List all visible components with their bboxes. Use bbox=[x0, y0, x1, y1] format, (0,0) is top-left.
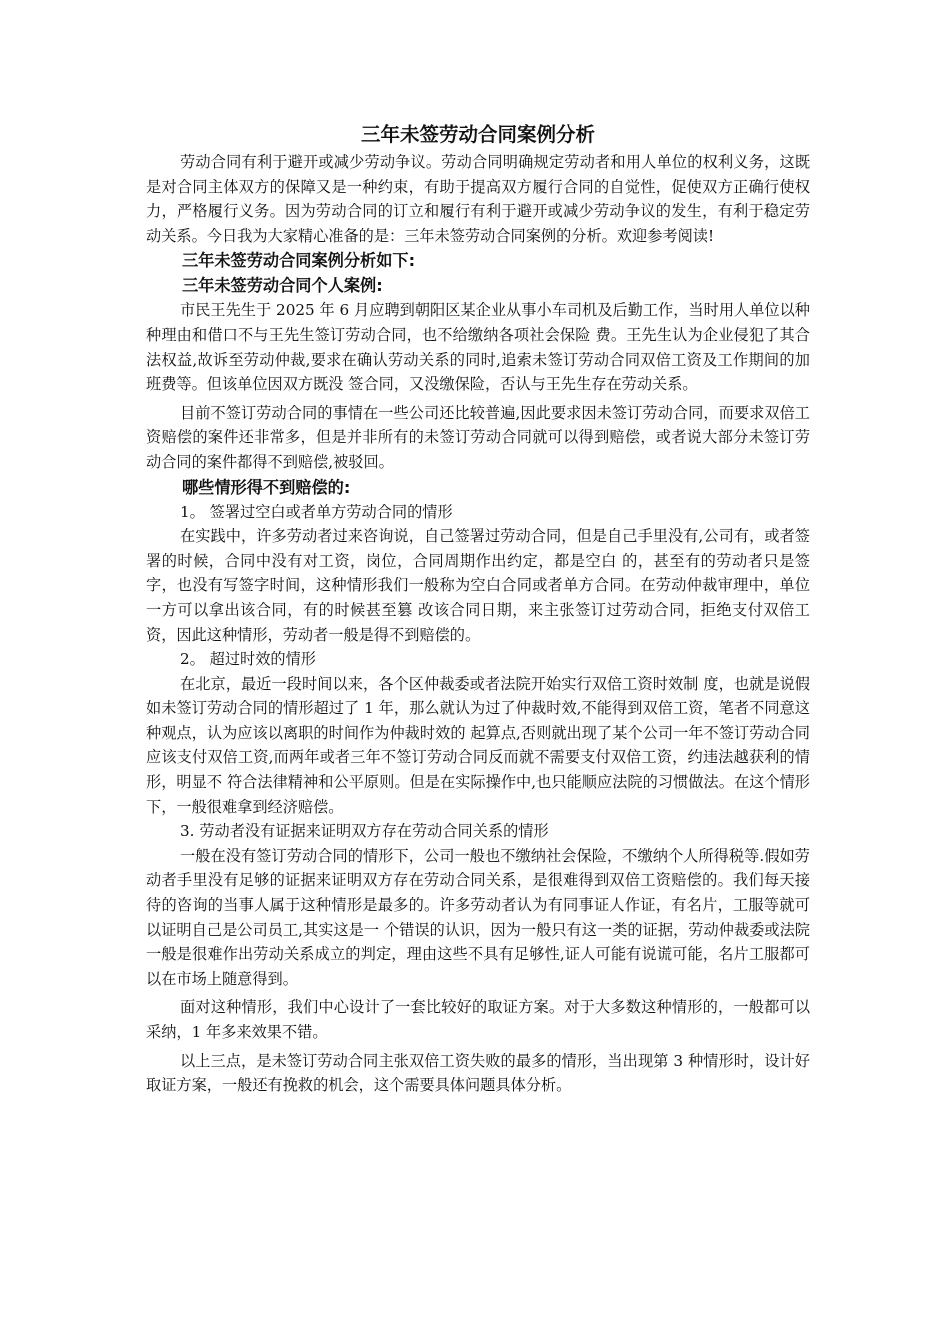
item-3-title: 3. 劳动者没有证据来证明双方存在劳动合同关系的情形 bbox=[180, 822, 549, 841]
document-title: 三年未签劳动合同案例分析 bbox=[360, 123, 595, 146]
section-heading-case: 三年未签劳动合同个人案例: bbox=[182, 276, 383, 296]
item-2-body: 在北京，最近一段时间以来，各个区仲裁委或者法院开始实行双倍工资时效制 度，也就是说假如未签订劳动合同的情形超过了 1 年，那么就认为过了仲裁时效,不能得到双倍工资，笔者不同意这种观点，认为应该以离职的时间作为仲裁时效的 起算点,否则就出现了某个公司一年不签订劳动合同应该支付双倍工资,而两年或者三年不签订劳动合同反而就不需要支付双倍工资，约违法越获利的情形，明显不 符合法律精神和公平原则。但是在实际操作中,也只能顺应法院的习惯做法。在这个情形下，一般很难拿到经济赔偿。 bbox=[146, 674, 810, 816]
closing-paragraph-1: 面对这种情形，我们中心设计了一套比较好的取证方案。对于大多数这种情形的，一般都可以采纳，1 年多来效果不错。 bbox=[146, 998, 810, 1041]
item-3-body: 一般在没有签订劳动合同的情形下，公司一般也不缴纳社会保险，不缴纳个人所得税等.假如劳动者手里没有足够的证据来证明双方存在劳动合同关系，是很难得到双倍工资赔偿的。我们每天接待的咨询的当事人属于这种情形是最多的。许多劳动者认为有同事证人作证，有名片，工服等就可以证明自己是公司员工,其实这是一 个错误的认识，因为一般只有这一类的证据，劳动仲裁委或法院一般是很难作出劳动关系成立的判定，理由这些不具有足够性,证人可能有说谎可能，名片工服都可 以在市场上随意得到。 bbox=[146, 846, 810, 988]
item-1-title: 1。 签署过空白或者单方劳动合同的情形 bbox=[180, 502, 453, 521]
section-heading-no-compensation: 哪些情形得不到赔偿的: bbox=[182, 477, 351, 497]
case-paragraph-2: 目前不签订劳动合同的事情在一些公司还比较普遍,因此要求因未签订劳动合同，而要求双倍工资赔偿的案件还非常多，但是并非所有的未签订劳动合同就可以得到赔偿，或者说大部分未签订劳动合同的案件都得不到赔偿,被驳回。 bbox=[146, 403, 810, 471]
intro-paragraph: 劳动合同有利于避开或减少劳动争议。劳动合同明确规定劳动者和用人单位的权利义务，这既是对合同主体双方的保障又是一种约束，有助于提高双方履行合同的自觉性，促使双方正确行使权力，严格履行义务。因为劳动合同的订立和履行有利于避开或减少劳动争议的发生，有利于稳定劳动关系。今日我为大家精心准备的是：三年未签劳动合同案例的分析。欢迎参考阅读! bbox=[146, 153, 810, 245]
closing-paragraph-2: 以上三点，是未签订劳动合同主张双倍工资失败的最多的情形，当出现第 3 种情形时，设计好取证方案，一般还有挽救的机会，这个需要具体问题具体分析。 bbox=[146, 1051, 810, 1095]
section-heading-analysis: 三年未签劳动合同案例分析如下: bbox=[182, 251, 416, 271]
document-page bbox=[146, 118, 810, 1098]
item-1-body: 在实践中，许多劳动者过来咨询说，自己签署过劳动合同，但是自己手里没有,公司有，或者签署的时候，合同中没有对工资，岗位，合同周期作出约定，都是空白 的，甚至有的劳动者只是签字，也没有写签字时间，这种情形我们一般称为空白合同或者单方合同。在劳动仲裁审理中，单位一方可以拿出该合同，有的时候甚至篡 改该合同日期，来主张签订过劳动合同，拒绝支付双倍工资，因此这种情形，劳动者一般是得不到赔偿的。 bbox=[146, 527, 810, 644]
item-2-title: 2。 超过时效的情形 bbox=[180, 650, 316, 669]
case-paragraph-1: 市民王先生于 2025 年 6 月应聘到朝阳区某企业从事小车司机及后勤工作，当时用人单位以种种理由和借口不与王先生签订劳动合同，也不给缴纳各项社会保险 费。王先生认为企业侵犯了其合法权益,故诉至劳动仲裁,要求在确认劳动关系的同时,追索未签订劳动合同双倍工资及工作期间的加班费等。但该单位因双方既没 签合同，又没缴保险，否认与王先生存在劳动关系。 bbox=[146, 301, 810, 394]
